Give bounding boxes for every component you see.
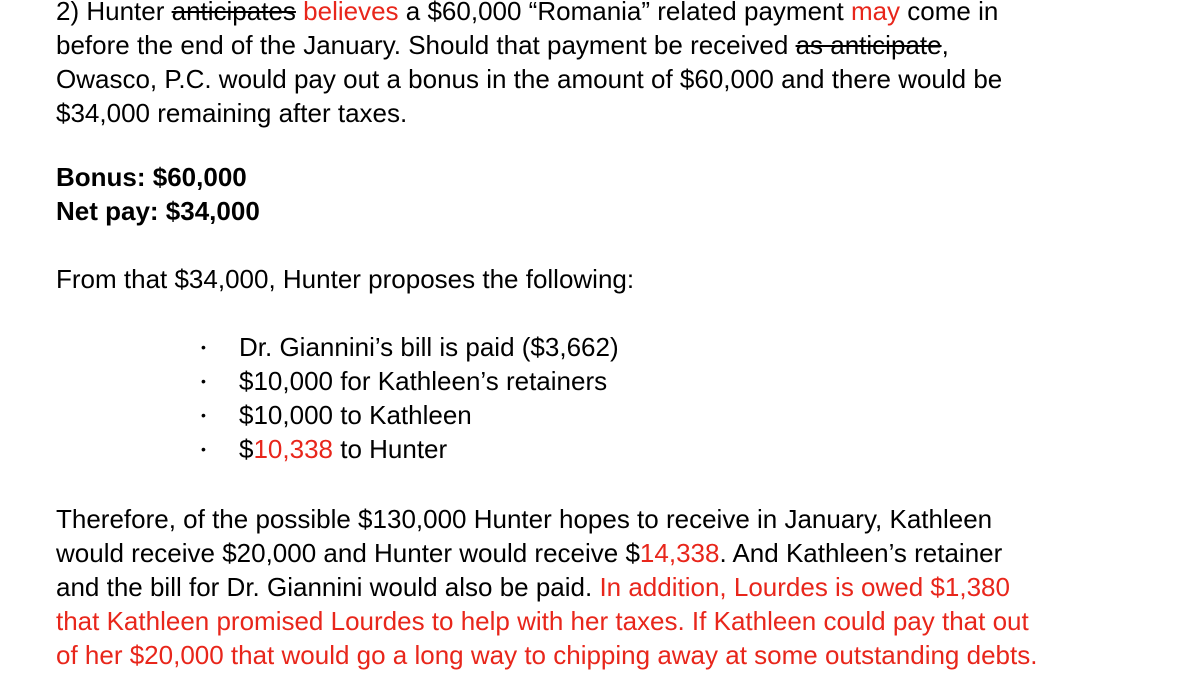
list-item-text: $10,000 for Kathleen’s retainers xyxy=(239,366,608,396)
paragraph4-line1: Therefore, of the possible $130,000 Hunter hopes to receive in January, Kathleen xyxy=(56,504,993,534)
bullet-icon: • xyxy=(201,407,206,423)
text-run: before the end of the January. Should that payment be received xyxy=(56,30,796,60)
list-item-text: $10,000 to Kathleen xyxy=(239,400,472,430)
paragraph1-line3: Owasco, P.C. would pay out a bonus in the amount of $60,000 and there would be xyxy=(56,64,1003,94)
pay-summary xyxy=(56,160,1186,228)
list-item xyxy=(195,364,619,398)
proposal-list xyxy=(195,330,619,466)
bonus-amount: Bonus: $60,000 xyxy=(56,162,247,192)
paragraph4-line2 xyxy=(56,536,1186,570)
inserted-text-lourdes: In addition, Lourdes is owed $1,380 xyxy=(599,572,1010,602)
edited-amount-14338: 14,338 xyxy=(639,538,720,568)
bullet-icon: • xyxy=(201,339,206,355)
bullet-icon: • xyxy=(201,373,206,389)
text-run: would receive $20,000 and Hunter would receive $ xyxy=(56,538,640,568)
paragraph4-line5: of her $20,000 that would go a long way to chipping away at some outstanding debts. xyxy=(56,640,1038,670)
text-run: 2) Hunter xyxy=(56,0,172,26)
list-item xyxy=(195,398,619,432)
inserted-word-may: may xyxy=(850,0,901,26)
list-item-text: Dr. Giannini’s bill is paid ($3,662) xyxy=(239,332,619,362)
text-run: . And Kathleen’s retainer xyxy=(719,538,1003,568)
paragraph1-line4: $34,000 remaining after taxes. xyxy=(56,98,408,128)
net-pay-amount: Net pay: $34,000 xyxy=(56,196,260,226)
paragraph-conclusion xyxy=(56,502,1186,672)
text-run: to Hunter xyxy=(333,434,448,464)
paragraph1-line2 xyxy=(56,28,1186,62)
text-run: a $60,000 “Romania” related payment xyxy=(398,0,851,26)
struck-word-anticipates: anticipates xyxy=(171,0,296,26)
inserted-word-believes: believes xyxy=(303,0,399,26)
edited-amount-hunter: 10,338 xyxy=(253,434,333,464)
list-item xyxy=(195,330,619,364)
paragraph-romania-payment xyxy=(56,0,1186,130)
struck-phrase-as-anticipate: as anticipate xyxy=(795,30,942,60)
text-run: , xyxy=(941,30,949,60)
bullet-icon: • xyxy=(201,441,206,457)
text-run: and the bill for Dr. Giannini would also be paid. xyxy=(56,572,600,602)
text-run: come in xyxy=(900,0,999,26)
list-item xyxy=(195,432,619,466)
paragraph4-line3 xyxy=(56,570,1186,604)
text-run: $ xyxy=(239,434,254,464)
paragraph1-line1 xyxy=(56,0,1186,28)
paragraph4-line4: that Kathleen promised Lourdes to help with her taxes. If Kathleen could pay that out xyxy=(56,606,1029,636)
proposal-intro: From that $34,000, Hunter proposes the following: xyxy=(56,264,635,294)
